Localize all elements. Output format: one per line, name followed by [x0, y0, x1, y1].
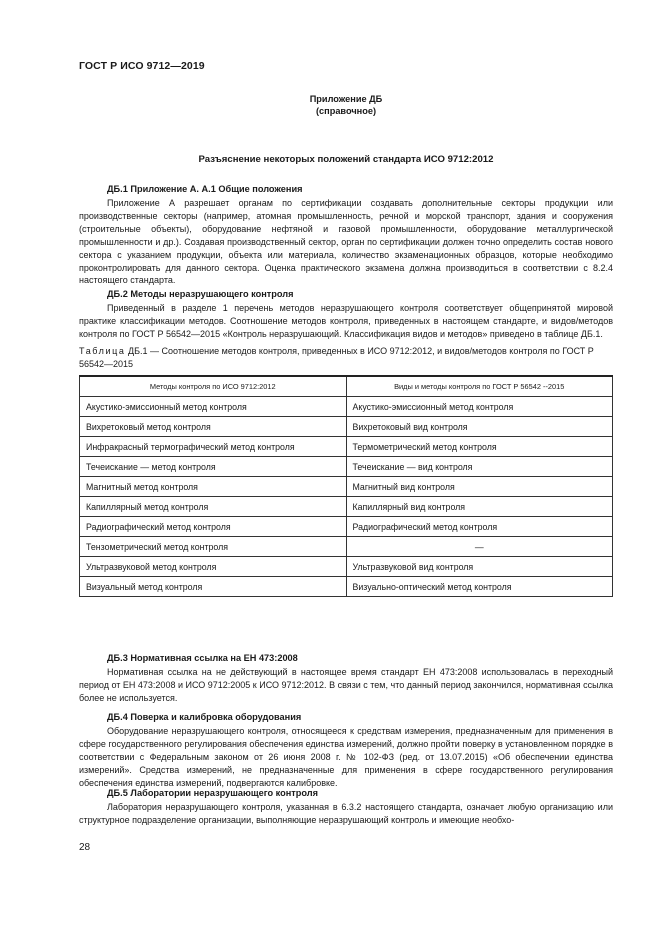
section-db2-heading: ДБ.2 Методы неразрушающего контроля: [107, 289, 294, 299]
table-caption-text: ДБ.1 — Соотношение методов контроля, приведенных в ИСО 9712:2012, и видов/методов контроля по ГОСТ Р 56542—2015: [79, 346, 594, 369]
table-cell: Акустико-эмиссионный метод контроля: [80, 397, 347, 417]
section-db5-text: Лаборатория неразрушающего контроля, указанная в 6.3.2 настоящего стандарта, означает любую организацию или структурное подразделение организации, выполняющие неразрушающий контроль и имеющие необхо-: [79, 802, 613, 825]
column-header-gost: Виды и методы контроля по ГОСТ Р 56542 --2015: [346, 376, 613, 397]
appendix-subtitle: (справочное): [315, 106, 376, 116]
section-db3-body: [79, 666, 613, 705]
table-cell: Термометрический метод контроля: [346, 437, 613, 457]
table-caption-label: Таблица: [79, 346, 126, 356]
section-db4-body: [79, 725, 613, 790]
section-db1-heading: ДБ.1 Приложение А. А.1 Общие положения: [107, 184, 303, 194]
table-cell: Визуально-оптический метод контроля: [346, 577, 613, 597]
section-db2-body: [79, 302, 613, 341]
table-row: [80, 497, 613, 517]
section-db1-body: [79, 197, 613, 287]
table-row: [80, 517, 613, 537]
table-cell: Тензометрический метод контроля: [80, 537, 347, 557]
table-cell: —: [346, 537, 613, 557]
table-row: [80, 477, 613, 497]
section-db5-heading: ДБ.5 Лаборатории неразрушающего контроля: [107, 788, 318, 798]
page-number: 28: [79, 842, 91, 853]
section-db3-heading: ДБ.3 Нормативная ссылка на ЕН 473:2008: [107, 653, 298, 663]
table-cell: Течеискание — вид контроля: [346, 457, 613, 477]
table-cell: Вихретоковый вид контроля: [346, 417, 613, 437]
table-cell: Радиографический метод контроля: [346, 517, 613, 537]
table-cell: Акустико-эмиссионный метод контроля: [346, 397, 613, 417]
table-cell: Течеискание — метод контроля: [80, 457, 347, 477]
section-db4-heading: ДБ.4 Поверка и калибровка оборудования: [107, 712, 302, 722]
table-cell: Вихретоковый метод контроля: [80, 417, 347, 437]
table-cell: Капиллярный метод контроля: [80, 497, 347, 517]
section-db2-text1: Приведенный в разделе 1 перечень методов неразрушающего контроля соответствует общепринятой мировой практике классификации методов. Соотношение методов контроля, приведенных в настоящем стандарте, и видов/методов контроля по ГОСТ Р 56542—2015 «Контроль неразрушающий. Классификация видов и методов» приведено в таблице ДБ.1.: [79, 303, 613, 339]
section-db1-text: Приложение А разрешает органам по сертификации создавать дополнительные секторы продукции или производственные секторы (например, атомная промышленность, речной и морской транспорт, здания и сооружения (строительные объекты), оборудование нефтяной и газовой промышленности, оборудование металлургической промышленности и др.). Создавая производственный сектор, орган по сертификации должен точно определить состав нового сектора с указанием продукции, объекта или материала, количество экзаменационных образцов, которые необходимо проконтролировать для данного сектора. Оценка практического экзамена должна производиться в соответствии с 8.2.4 настоящего стандарта.: [79, 198, 613, 286]
table-cell: Радиографический метод контроля: [80, 517, 347, 537]
table-cell: Ультразвуковой метод контроля: [80, 557, 347, 577]
table-row: [80, 457, 613, 477]
table-row: [80, 437, 613, 457]
table-cell: Визуальный метод контроля: [80, 577, 347, 597]
table-cell: Капиллярный вид контроля: [346, 497, 613, 517]
table-row: [80, 417, 613, 437]
standard-header: ГОСТ Р ИСО 9712—2019: [79, 60, 205, 72]
table-cell: Ультразвуковой вид контроля: [346, 557, 613, 577]
section-db3-text: Нормативная ссылка на не действующий в настоящее время стандарт ЕН 473:2008 использовалась в переходный период от ЕН 473:2008 и ИСО 9712:2005 к ИСО 9712:2012. В связи с тем, что данный период закончился, нормативная ссылка более не используется.: [79, 667, 613, 703]
column-header-iso: Методы контроля по ИСО 9712:2012: [80, 376, 347, 397]
methods-table: [79, 375, 613, 597]
appendix-title: Приложение ДБ: [309, 94, 383, 104]
section-db4-text: Оборудование неразрушающего контроля, относящееся к средствам измерения, предназначенным для применения в сфере государственного регулирования обеспечения единства измерений, должно пройти поверку в установленном порядке в соответствии с Федеральным законом от 26 июня 2008 г. № 102-ФЗ (ред. от 13.07.2015) «Об обеспечении единства измерений». Средства измерений, не предназначенные для применения в сфере государственного регулирования обеспечения единства измерений, подвергаются калибровке.: [79, 726, 613, 788]
table-caption: [79, 345, 613, 370]
table-cell: Магнитный вид контроля: [346, 477, 613, 497]
table-row: [80, 557, 613, 577]
document-title: Разъяснение некоторых положений стандарта ИСО 9712:2012: [198, 154, 494, 165]
table-cell: Инфракрасный термографический метод контроля: [80, 437, 347, 457]
table-row: [80, 397, 613, 417]
section-db5-body: [79, 801, 613, 827]
table-cell: Магнитный метод контроля: [80, 477, 347, 497]
table-header-row: [80, 376, 613, 397]
table-row: [80, 537, 613, 557]
table-row: [80, 577, 613, 597]
